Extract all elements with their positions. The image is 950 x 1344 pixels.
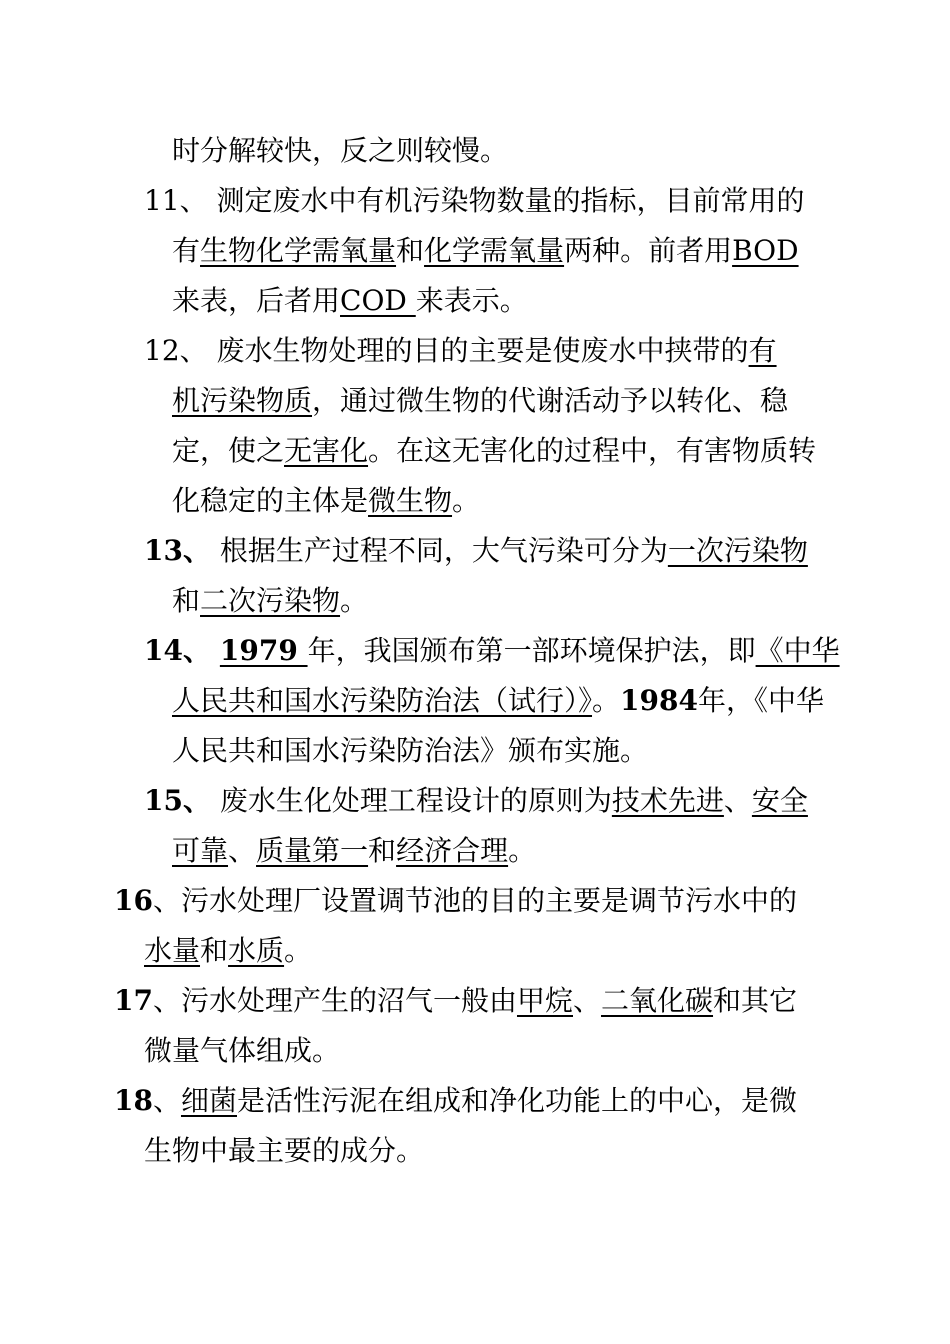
text-run: 人民共和国水污染防治法》颁布实施。 (172, 734, 649, 767)
text-line (144, 1126, 424, 1176)
underlined-answer: 二氧化碳 (601, 984, 714, 1017)
text-run: 定，使之 (172, 434, 285, 467)
underlined-answer: 有 (748, 334, 777, 367)
underlined-answer: 水量 (144, 934, 201, 967)
text-run (211, 634, 220, 667)
text-line (172, 376, 788, 426)
text-run: 有 (172, 234, 201, 267)
text-run: 是活性污泥在组成和净化功能上的中心，是微 (237, 1084, 798, 1117)
text-run: 来表，后者用 (172, 284, 341, 317)
text-run: 。 (284, 934, 313, 967)
text-run: 废水生化处理工程设计的原则为 (210, 784, 612, 817)
text-run: 根据生产过程不同，大气污染可分为 (210, 534, 668, 567)
text-run: 时分解较快，反之则较慢。 (172, 134, 509, 167)
underlined-answer: 化学需氧量 (424, 234, 565, 267)
text-run: 、 (152, 1084, 181, 1117)
text-run: 13、 (144, 534, 211, 567)
text-run: 14、 (144, 634, 211, 667)
text-run: 16 (114, 884, 153, 917)
text-run: 和 (396, 234, 425, 267)
text-run: 1984 (620, 684, 698, 717)
text-run: 15、 (144, 784, 211, 817)
text-run: 微量气体组成。 (144, 1034, 341, 1067)
underlined-answer: 质量第一 (256, 834, 369, 867)
text-line (144, 926, 312, 976)
text-line (144, 1026, 340, 1076)
underlined-answer: BOD (732, 234, 799, 267)
text-line (172, 726, 648, 776)
text-run: ，通过微生物的代谢活动予以转化、稳 (312, 384, 789, 417)
text-run: 。 (592, 684, 621, 717)
text-line (114, 1076, 797, 1126)
underlined-answer: COD (340, 284, 416, 317)
underlined-answer: 机污染物质 (172, 384, 313, 417)
underlined-answer: 微生物 (368, 484, 453, 517)
text-run: 和 (368, 834, 397, 867)
underlined-answer: 技术先进 (611, 784, 724, 817)
underlined-answer: 人民共和国水污染防治法（试行）》 (172, 684, 593, 717)
text-run: 。 (340, 584, 369, 617)
text-run: 、 (573, 984, 602, 1017)
underlined-answer: 甲烷 (516, 984, 573, 1017)
text-run: 测定废水中有机污染物数量的指标，目前常用的 (207, 184, 805, 217)
text-line (172, 826, 536, 876)
text-run: 、 (723, 784, 752, 817)
text-run: 。在这无害化的过程中，有害物质转 (368, 434, 817, 467)
text-run: 、 (228, 834, 257, 867)
text-line (144, 776, 808, 826)
text-run: 。 (452, 484, 481, 517)
text-line (172, 676, 824, 726)
text-run: 和其它 (713, 984, 798, 1017)
underlined-answer: 经济合理 (396, 834, 509, 867)
text-line (172, 576, 368, 626)
text-run: 。 (508, 834, 537, 867)
underlined-answer: 无害化 (284, 434, 369, 467)
text-run: 17 (114, 984, 153, 1017)
underlined-answer: 细菌 (180, 1084, 237, 1117)
underlined-answer: 生物化学需氧量 (200, 234, 397, 267)
text-run: 化稳定的主体是 (172, 484, 369, 517)
text-line (144, 326, 777, 376)
text-run: 和 (172, 584, 201, 617)
text-run: 废水生物处理的目的主要是使废水中挟带的 (207, 334, 749, 367)
text-line (144, 526, 808, 576)
text-run: 和 (200, 934, 229, 967)
underlined-answer: 一次污染物 (667, 534, 808, 567)
text-line (144, 176, 805, 226)
text-run: 年，我国颁布第一部环境保护法，即 (307, 634, 756, 667)
text-run: 11、 (144, 184, 208, 217)
text-run: 、污水处理产生的沼气一般由 (152, 984, 517, 1017)
underlined-answer: 二次污染物 (200, 584, 341, 617)
text-run: 两种。前者用 (564, 234, 733, 267)
text-line (172, 226, 799, 276)
text-run: 12、 (144, 334, 208, 367)
underlined-answer: 1979 (219, 634, 308, 667)
text-run: 18 (114, 1084, 153, 1117)
text-line (144, 626, 840, 676)
underlined-answer: 可靠 (172, 834, 229, 867)
text-line (172, 276, 528, 326)
text-line (114, 876, 797, 926)
text-line (172, 426, 816, 476)
text-line (172, 476, 480, 526)
text-run: 生物中最主要的成分。 (144, 1134, 425, 1167)
text-run: 、污水处理厂设置调节池的目的主要是调节污水中的 (152, 884, 797, 917)
underlined-answer: 水质 (228, 934, 285, 967)
underlined-answer: 安全 (751, 784, 808, 817)
underlined-answer: 《中华 (755, 634, 840, 667)
text-run: 年，《中华 (697, 684, 824, 717)
text-run: 来表示。 (415, 284, 528, 317)
text-line (172, 126, 508, 176)
text-line (114, 976, 797, 1026)
